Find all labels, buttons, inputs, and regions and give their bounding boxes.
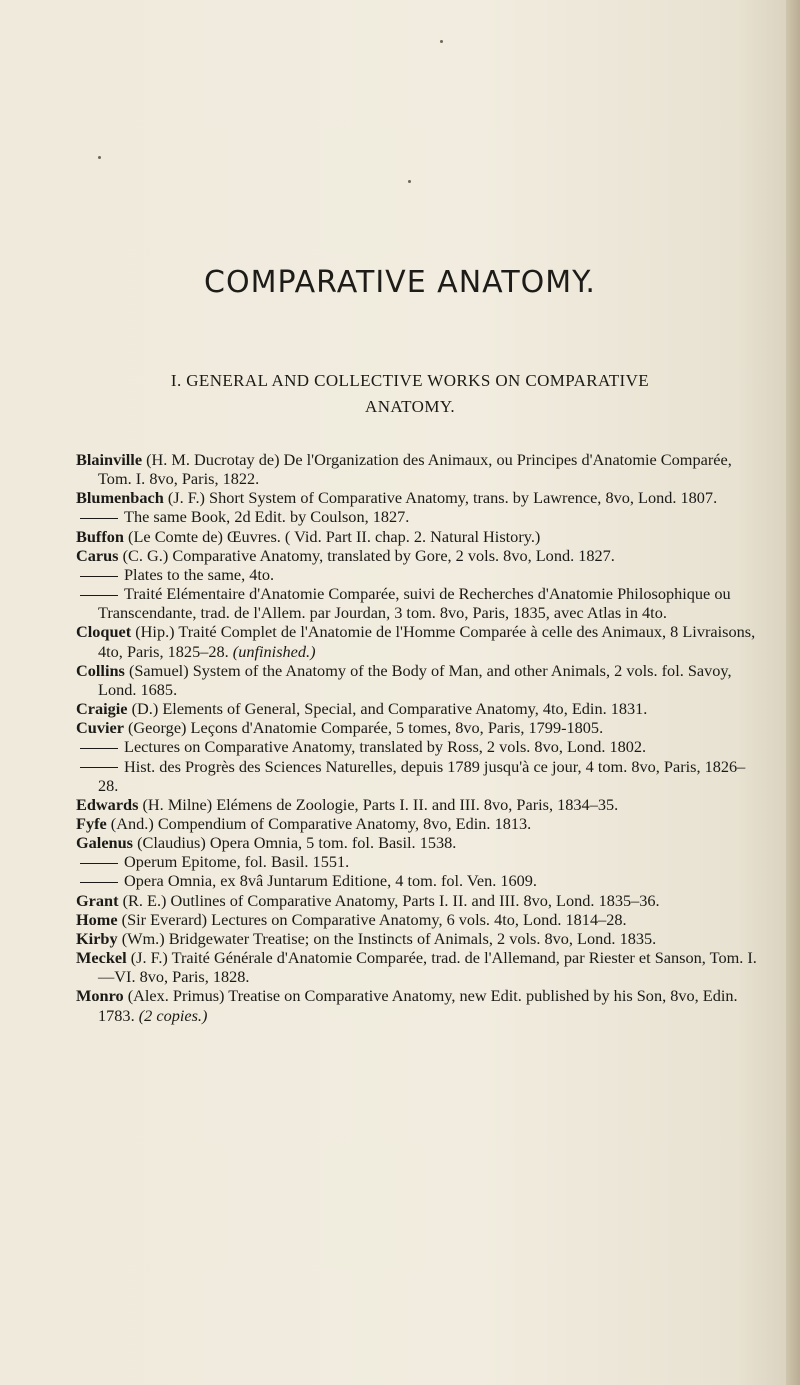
- entry-author: Kirby: [76, 928, 118, 948]
- entry-text: Opera Omnia, ex 8vâ Juntarum Editione, 4 tom. fol. Ven. 1609.: [124, 871, 537, 891]
- bibliography-entry: [76, 546, 762, 565]
- entry-author: Grant: [76, 890, 119, 910]
- entry-text: (Samuel) System of the Anatomy of the Body of Man, and other Animals, 2 vols. fol. Savoy, Lond. 1685.: [98, 660, 732, 699]
- bibliography-entry: [76, 833, 762, 852]
- bibliography-entry: [76, 910, 762, 929]
- bibliography-entry: [76, 584, 762, 622]
- bibliography-entry: [76, 488, 762, 507]
- bibliography-entry: [76, 661, 762, 699]
- entry-text: (J. F.) Traité Générale d'Anatomie Comparée, trad. de l'Allemand, par Riester et Sanson, Tom. I.—VI. 8vo, Paris, 1828.: [98, 948, 757, 987]
- entry-text: (Wm.) Bridgewater Treatise; on the Instincts of Animals, 2 vols. 8vo, Lond. 1835.: [117, 928, 657, 948]
- entry-text: The same Book, 2d Edit. by Coulson, 1827.: [124, 507, 410, 527]
- entry-author: Fyfe: [76, 813, 107, 833]
- entry-text: (Alex. Primus) Treatise on Comparative Anatomy, new Edit. published by his Son, 8vo, Edin. 1783.: [98, 986, 738, 1025]
- entry-author: Craigie: [76, 699, 128, 719]
- entry-note: (unfinished.): [228, 641, 316, 661]
- bibliography-entry: [76, 929, 762, 948]
- entry-author: Buffon: [76, 526, 124, 546]
- ditto-dash: [80, 518, 118, 519]
- entry-text: (C. G.) Comparative Anatomy, translated by Gore, 2 vols. 8vo, Lond. 1827.: [118, 545, 615, 565]
- bibliography-entry: [76, 986, 762, 1024]
- entry-author: Collins: [76, 660, 125, 680]
- bibliography-entry: [76, 450, 762, 488]
- entry-text: (Sir Everard) Lectures on Comparative Anatomy, 6 vols. 4to, Lond. 1814–28.: [117, 909, 627, 929]
- entry-text: (J. F.) Short System of Comparative Anatomy, trans. by Lawrence, 8vo, Lond. 1807.: [163, 488, 718, 508]
- entry-text: (H. Milne) Elémens de Zoologie, Parts I. II. and III. 8vo, Paris, 1834–35.: [138, 794, 619, 814]
- bibliography-entry: [76, 852, 762, 871]
- bibliography-entry: [76, 871, 762, 890]
- section-heading-line: I. GENERAL AND COLLECTIVE WORKS ON COMPARATIVE: [170, 371, 650, 390]
- bibliography-entry: [76, 948, 762, 986]
- bibliography-entry: [76, 699, 762, 718]
- entry-author: Blainville: [76, 450, 143, 469]
- entry-text: (George) Leçons d'Anatomie Comparée, 5 tomes, 8vo, Paris, 1799-1805.: [123, 718, 604, 738]
- entry-text: (D.) Elements of General, Special, and Comparative Anatomy, 4to, Edin. 1831.: [127, 699, 648, 719]
- page-title: COMPARATIVE ANATOMY.: [204, 265, 596, 300]
- entry-text: Plates to the same, 4to.: [124, 564, 275, 584]
- entry-author: Galenus: [76, 833, 134, 853]
- ditto-dash: [80, 863, 118, 864]
- bibliography-entry: [76, 795, 762, 814]
- bibliography-list: [76, 450, 762, 1025]
- bibliography-entry: [76, 622, 762, 660]
- entry-text: Operum Epitome, fol. Basil. 1551.: [124, 852, 350, 872]
- ditto-dash: [80, 748, 118, 749]
- section-heading-line: ANATOMY.: [365, 397, 455, 416]
- bibliography-entry: [76, 527, 762, 546]
- entry-author: Carus: [76, 545, 119, 565]
- entry-author: Edwards: [76, 794, 139, 814]
- entry-text: Traité Elémentaire d'Anatomie Comparée, suivi de Recherches d'Anatomie Philosophique ou Transcendante, trad. de l'Allem. par Jourdan, 3 tom. 8vo, Paris, 1835, avec Atlas in 4to.: [98, 584, 731, 623]
- ditto-dash: [80, 576, 118, 577]
- entry-author: Cloquet: [76, 622, 132, 642]
- entry-text: Lectures on Comparative Anatomy, translated by Ross, 2 vols. 8vo, Lond. 1802.: [124, 737, 647, 757]
- entry-author: Monro: [76, 986, 124, 1006]
- entry-text: (Le Comte de) Œuvres. ( Vid. Part II. chap. 2. Natural History.): [123, 526, 541, 546]
- bibliography-entry: [76, 814, 762, 833]
- bibliography-entry: [76, 507, 762, 526]
- speck-mark: [98, 156, 101, 159]
- bibliography-entry: [76, 718, 762, 737]
- entry-note: (2 copies.): [134, 1005, 208, 1025]
- ditto-dash: [80, 767, 118, 768]
- entry-author: Cuvier: [76, 718, 124, 738]
- section-heading: [80, 368, 740, 420]
- entry-text: (H. M. Ducrotay de) De l'Organization des Animaux, ou Principes d'Anatomie Comparée, Tom. I. 8vo, Paris, 1822.: [98, 450, 732, 489]
- bibliography-entry: [76, 565, 762, 584]
- ditto-dash: [80, 595, 118, 596]
- entry-text: (And.) Compendium of Comparative Anatomy, 8vo, Edin. 1813.: [106, 813, 532, 833]
- page-edge: [786, 0, 800, 1385]
- entry-author: Meckel: [76, 948, 127, 968]
- entry-text: (Hip.) Traité Complet de l'Anatomie de l'Homme Comparée à celle des Animaux, 8 Livraisons, 4to, Paris, 1825–28.: [98, 622, 756, 661]
- entry-text: Hist. des Progrès des Sciences Naturelles, depuis 1789 jusqu'à ce jour, 4 tom. 8vo, Paris, 1826–28.: [98, 756, 746, 795]
- bibliography-entry: [76, 891, 762, 910]
- speck-mark: [408, 180, 411, 183]
- entry-text: (Claudius) Opera Omnia, 5 tom. fol. Basil. 1538.: [133, 833, 457, 853]
- speck-mark: [440, 40, 443, 43]
- entry-author: Home: [76, 909, 118, 929]
- entry-text: (R. E.) Outlines of Comparative Anatomy, Parts I. II. and III. 8vo, Lond. 1835–36.: [118, 890, 660, 910]
- bibliography-entry: [76, 757, 762, 795]
- bibliography-entry: [76, 737, 762, 756]
- ditto-dash: [80, 882, 118, 883]
- entry-author: Blumenbach: [76, 488, 164, 508]
